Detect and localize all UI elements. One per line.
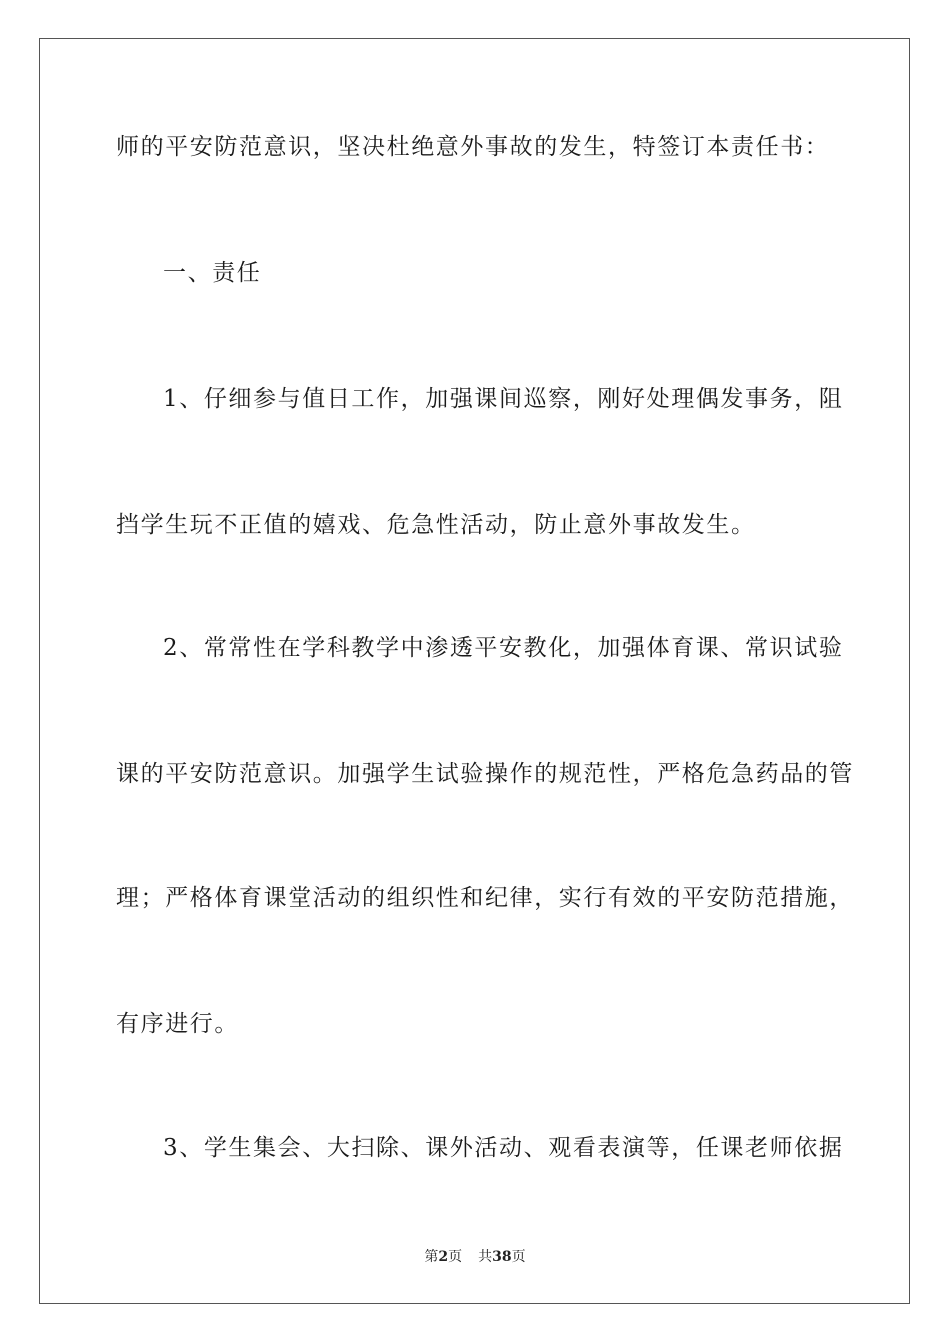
page-footer	[0, 1248, 950, 1266]
body-line-1: 师的平安防范意识，坚决杜绝意外事故的发生，特签订本责任书：	[116, 134, 830, 160]
footer-total-prefix: 共	[478, 1249, 493, 1265]
body-line-7: 理；严格体育课堂活动的组织性和纪律，实行有效的平安防范措施，	[116, 885, 854, 911]
body-line-4: 挡学生玩不正值的嬉戏、危急性活动，防止意外事故发生。	[116, 512, 756, 538]
footer-page-prefix: 第	[424, 1249, 439, 1265]
body-line-9: 3、学生集会、大扫除、课外活动、观看表演等，任课老师依据	[163, 1135, 844, 1161]
footer-page-suffix: 页	[448, 1249, 463, 1265]
footer-total-pages: 38	[492, 1249, 512, 1265]
body-line-5: 2、常常性在学科教学中渗透平安教化，加强体育课、常识试验	[163, 635, 844, 661]
section-heading: 一、责任	[163, 260, 262, 286]
body-line-3: 1、仔细参与值日工作，加强课间巡察，刚好处理偶发事务，阻	[163, 386, 844, 412]
footer-page-number: 2	[438, 1249, 449, 1265]
footer-total-suffix: 页	[511, 1249, 526, 1265]
page-border	[39, 38, 910, 1304]
body-line-6: 课的平安防范意识。加强学生试验操作的规范性，严格危急药品的管	[116, 761, 854, 787]
body-line-8: 有序进行。	[116, 1011, 239, 1037]
